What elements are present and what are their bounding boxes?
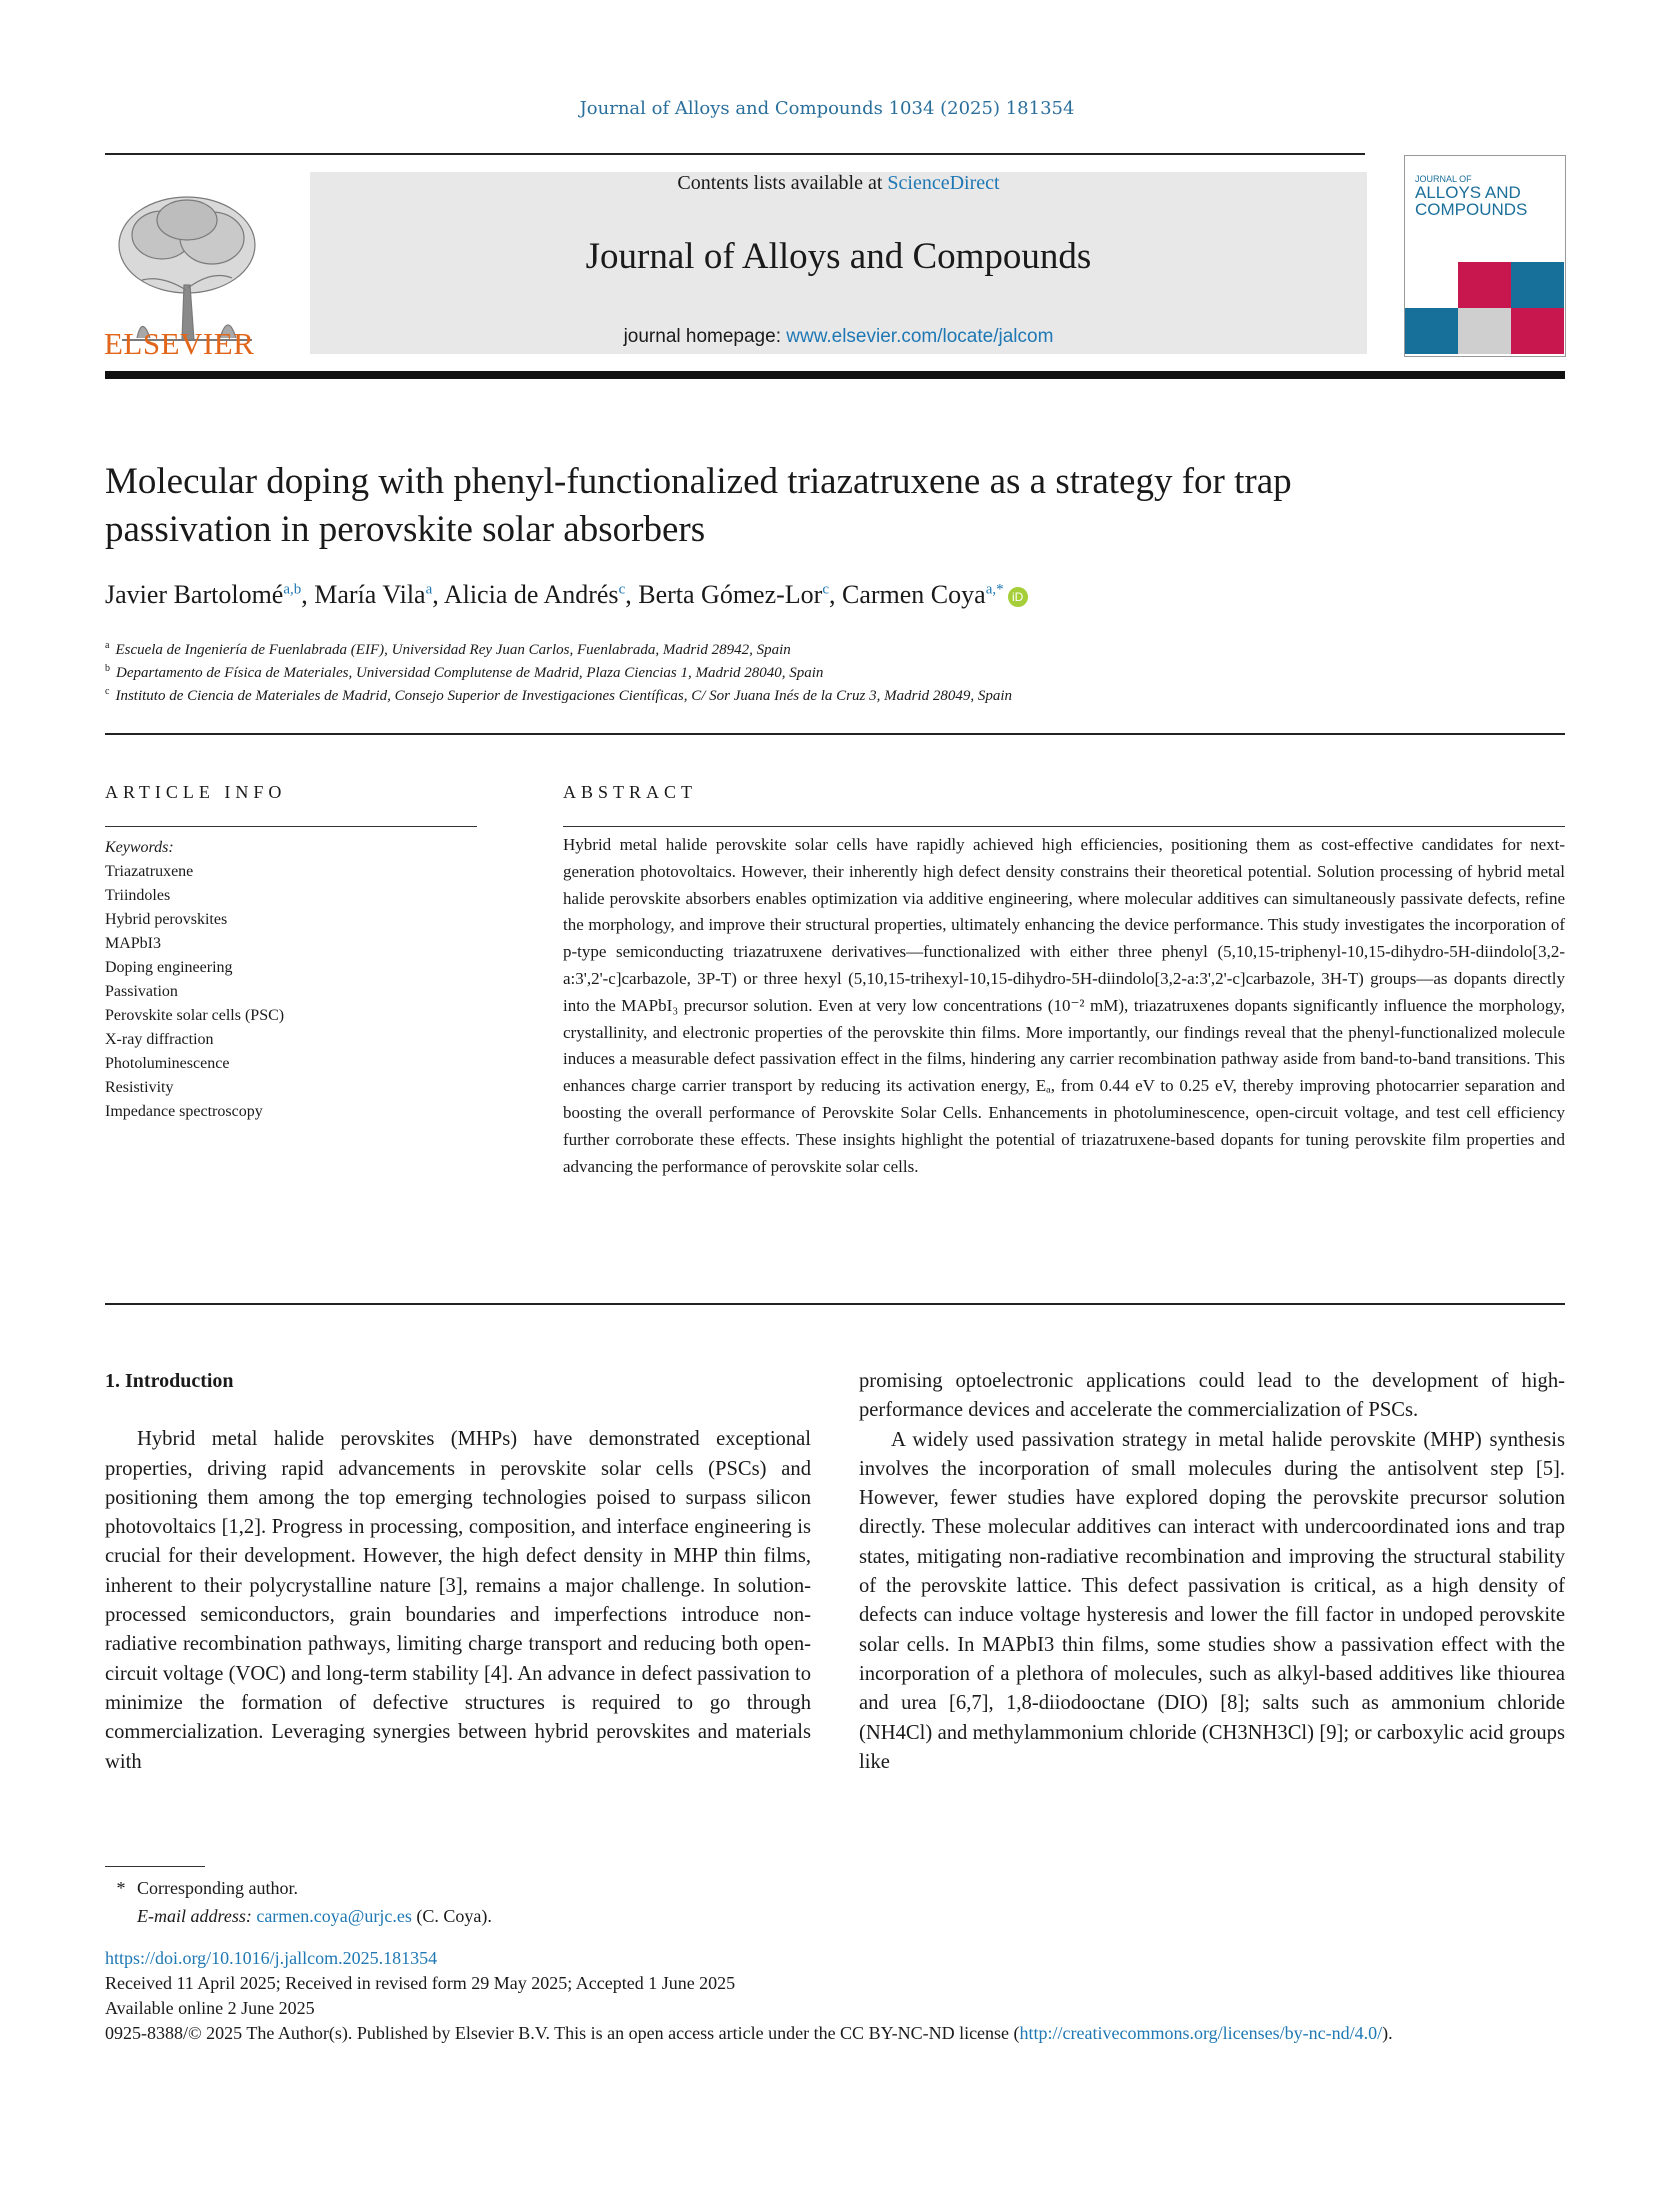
footnote-rule bbox=[105, 1866, 205, 1867]
license-line bbox=[105, 2021, 1565, 2046]
section-heading: 1. Introduction bbox=[105, 1370, 234, 1392]
footnote-star: * bbox=[116, 1878, 126, 1898]
keywords-list bbox=[105, 836, 284, 1124]
cover-block bbox=[1405, 262, 1458, 308]
corresponding-author-note bbox=[105, 1874, 492, 1902]
author[interactable]: Berta Gómez-Lor bbox=[638, 580, 823, 609]
cover-block bbox=[1511, 262, 1564, 308]
journal-masthead bbox=[310, 172, 1367, 354]
author-separator: , bbox=[625, 580, 639, 609]
email-label: E-mail address: bbox=[137, 1906, 252, 1926]
affiliation-text: Departamento de Física de Materiales, Universidad Complutense de Madrid, Plaza Ciencias 1, Madrid 28040, Spain bbox=[116, 665, 824, 681]
doi-link[interactable]: https://doi.org/10.1016/j.jallcom.2025.181354 bbox=[105, 1948, 438, 1968]
journal-cover bbox=[1404, 155, 1566, 357]
article-info-rule bbox=[105, 826, 477, 827]
keyword: Passivation bbox=[105, 983, 178, 1000]
email-suffix: (C. Coya). bbox=[411, 1906, 492, 1926]
author-affiliation-mark[interactable]: c bbox=[618, 581, 626, 598]
affiliation-mark: b bbox=[105, 663, 110, 674]
keyword: Hybrid perovskites bbox=[105, 911, 228, 928]
author-separator: , bbox=[301, 580, 315, 609]
affiliation-mark: c bbox=[105, 686, 110, 697]
contents-line bbox=[310, 172, 1367, 195]
article-title: Molecular doping with phenyl-functionalized triazatruxene as a strategy for trap passivation in perovskite solar absorbers bbox=[105, 461, 1292, 550]
affiliation bbox=[105, 663, 823, 682]
footnote bbox=[105, 1874, 492, 1930]
section-rule bbox=[105, 1303, 1565, 1305]
affiliation bbox=[105, 686, 1012, 705]
cover-block bbox=[1458, 262, 1511, 308]
keyword: Perovskite solar cells (PSC) bbox=[105, 1007, 285, 1024]
keyword: Doping engineering bbox=[105, 959, 233, 976]
homepage-link[interactable]: www.elsevier.com/locate/jalcom bbox=[786, 326, 1054, 347]
cover-title-line-1: ALLOYS AND bbox=[1415, 183, 1521, 202]
abstract-heading: ABSTRACT bbox=[563, 782, 698, 802]
author-affiliation-mark[interactable]: a,b bbox=[283, 581, 302, 598]
contents-prefix: Contents lists available at bbox=[677, 172, 888, 194]
license-suffix: ). bbox=[1382, 2023, 1393, 2043]
cover-block bbox=[1458, 308, 1511, 354]
abstract-text: Hybrid metal halide perovskite solar cells have rapidly achieved high efficiencies, positioning them as cost-effective candidates for next-generation photovoltaics. However, their inherently high defect density constrains their theoretical potential. Solution processing of hybrid metal halide perovskite absorbers enables optimization via additive engineering, where molecular additives can simultaneously passivate defects, refine the morphology, and improve their structural properties, ultimately enhancing the device performance. This study investigates the incorporation of p-type semiconducting triazatruxene derivatives—functionalized with either three phenyl (5,10,15-triphenyl-10,15-dihydro-5H-diindolo[3,2-a:3',2'-c]carbazole, 3P-T) or three hexyl (5,10,15-trihexyl-10,15-dihydro-5H-diindolo[3,2-a:3',2'-c]carbazole, 3H-T) groups—as dopants directly into the MAPbI₃ precursor solution. Even at very low concentrations (10⁻² mM), triazatruxenes dopants significantly influence the morphology, crystallinity, and electronic properties of the perovskite thin films. More importantly, our findings reveal that the phenyl-functionalized molecule induces a measurable defect passivation effect in the films, hindering any carrier recombination pathway aside from band-to-band transitions. This enhances charge carrier transport by reducing its activation energy, Eₐ, from 0.44 eV to 0.25 eV, thereby improving photocarrier separation and boosting the overall performance of Perovskite Solar Cells. Enhancements in photoluminescence, open-circuit voltage, and test cell efficiency further corroborate these effects. These insights highlight the potential of triazatruxene-based dopants for tuning perovskite film properties and advancing the performance of perovskite solar cells. bbox=[563, 835, 1565, 1176]
cover-title bbox=[1415, 184, 1527, 218]
body-column-left bbox=[105, 1367, 811, 1777]
author-affiliation-mark[interactable]: c bbox=[822, 581, 829, 598]
section-rule bbox=[105, 733, 1565, 735]
email-link[interactable]: carmen.coya@urjc.es bbox=[256, 1906, 412, 1926]
author[interactable]: Carmen Coya bbox=[842, 580, 986, 609]
corresponding-label: Corresponding author. bbox=[137, 1878, 298, 1898]
keywords-label: Keywords: bbox=[105, 839, 174, 856]
sciencedirect-link[interactable]: ScienceDirect bbox=[887, 172, 1000, 194]
author[interactable]: Javier Bartolomé bbox=[105, 580, 284, 609]
homepage-line bbox=[310, 326, 1367, 348]
keyword: Triazatruxene bbox=[105, 863, 194, 880]
body-paragraph: promising optoelectronic applications could lead to the development of high-performance devices and accelerate the commercialization of PSCs. bbox=[859, 1370, 1565, 1422]
author-separator: , bbox=[432, 580, 444, 609]
author[interactable]: Alicia de Andrés bbox=[443, 580, 619, 609]
cover-small-text: JOURNAL OF bbox=[1415, 174, 1472, 184]
article-info-heading: ARTICLE INFO bbox=[105, 782, 287, 802]
author[interactable]: María Vila bbox=[314, 580, 426, 609]
affiliation-mark: a bbox=[105, 640, 110, 651]
keyword: X-ray diffraction bbox=[105, 1031, 214, 1048]
cover-block bbox=[1511, 308, 1564, 354]
affiliation-text: Instituto de Ciencia de Materiales de Madrid, Consejo Superior de Investigaciones Científicas, C/ Sor Juana Inés de la Cruz 3, Madrid 28049, Spain bbox=[115, 688, 1013, 704]
available-online: Available online 2 June 2025 bbox=[105, 1998, 315, 2018]
received-dates: Received 11 April 2025; Received in revised form 29 May 2025; Accepted 1 June 2025 bbox=[105, 1973, 736, 1993]
running-head: Journal of Alloys and Compounds 1034 (2025) 181354 bbox=[579, 98, 1075, 119]
keyword: Resistivity bbox=[105, 1079, 174, 1096]
license-link[interactable]: http://creativecommons.org/licenses/by-nc-nd/4.0/ bbox=[1019, 2023, 1383, 2043]
body-paragraph: A widely used passivation strategy in metal halide perovskite (MHP) synthesis involves the incorporation of small molecules during the antisolvent step [5]. However, fewer studies have explored doping the perovskite precursor solution directly. These molecular additives can interact with undercoordinated ions and trap states, mitigating non-radiative recombination and improving the structural stability of the perovskite lattice. This defect passivation is critical, as a high density of defects can induce voltage hysteresis and lower the fill factor in undoped perovskite solar cells. In MAPbI3 thin films, some studies show a passivation effect with the incorporation of a plethora of molecules, such as alkyl-based additives like thiourea and urea [6,7], 1,8-diiodooctane (DIO) [8]; salts such as ammonium chloride (NH4Cl) and methylammonium chloride (CH3NH3Cl) [9]; or carboxylic acid groups like bbox=[859, 1428, 1565, 1773]
author-list bbox=[105, 580, 1028, 610]
publication-info bbox=[105, 1946, 1565, 2046]
license-text: 0925-8388/© 2025 The Author(s). Published by Elsevier B.V. This is an open access article under the CC BY-NC-ND license ( bbox=[105, 2023, 1020, 2043]
abstract-rule bbox=[563, 826, 1565, 827]
header-rule bbox=[105, 153, 1365, 155]
journal-title: Journal of Alloys and Compounds bbox=[585, 236, 1092, 277]
header-thick-rule bbox=[105, 371, 1565, 379]
author-separator: , bbox=[829, 580, 842, 609]
keyword: MAPbI3 bbox=[105, 935, 162, 952]
email-line bbox=[105, 1902, 492, 1930]
keyword: Impedance spectroscopy bbox=[105, 1103, 263, 1120]
author-affiliation-mark[interactable]: a,* bbox=[985, 581, 1004, 598]
keyword: Triindoles bbox=[105, 887, 171, 904]
publisher-name: ELSEVIER bbox=[104, 326, 255, 361]
orcid-icon[interactable]: iD bbox=[1008, 587, 1028, 607]
affiliation-text: Escuela de Ingeniería de Fuenlabrada (EIF), Universidad Rey Juan Carlos, Fuenlabrada, Madrid 28942, Spain bbox=[115, 642, 791, 658]
body-column-right bbox=[859, 1367, 1565, 1777]
body-paragraph: Hybrid metal halide perovskites (MHPs) have demonstrated exceptional properties, driving rapid advancements in perovskite solar cells (PSCs) and positioning them among the top emerging technologies poised to surpass silicon photovoltaics [1,2]. Progress in processing, composition, and interface engineering is crucial for their development. However, the high defect density in MHP thin films, inherent to their polycrystalline nature [3], remains a major challenge. In solution-processed semiconductors, grain boundaries and imperfections introduce non-radiative recombination pathways, limiting charge transport and reducing both open-circuit voltage (VOC) and long-term stability [4]. An advance in defect passivation to minimize the formation of defective structures is required to go through commercialization. Leveraging synergies between hybrid perovskites and materials with bbox=[105, 1428, 811, 1773]
homepage-prefix: journal homepage: bbox=[623, 326, 787, 347]
affiliation bbox=[105, 640, 791, 659]
author-affiliation-mark[interactable]: a bbox=[425, 581, 433, 598]
cover-block bbox=[1405, 308, 1458, 354]
keyword: Photoluminescence bbox=[105, 1055, 230, 1072]
cover-title-line-2: COMPOUNDS bbox=[1415, 200, 1528, 219]
